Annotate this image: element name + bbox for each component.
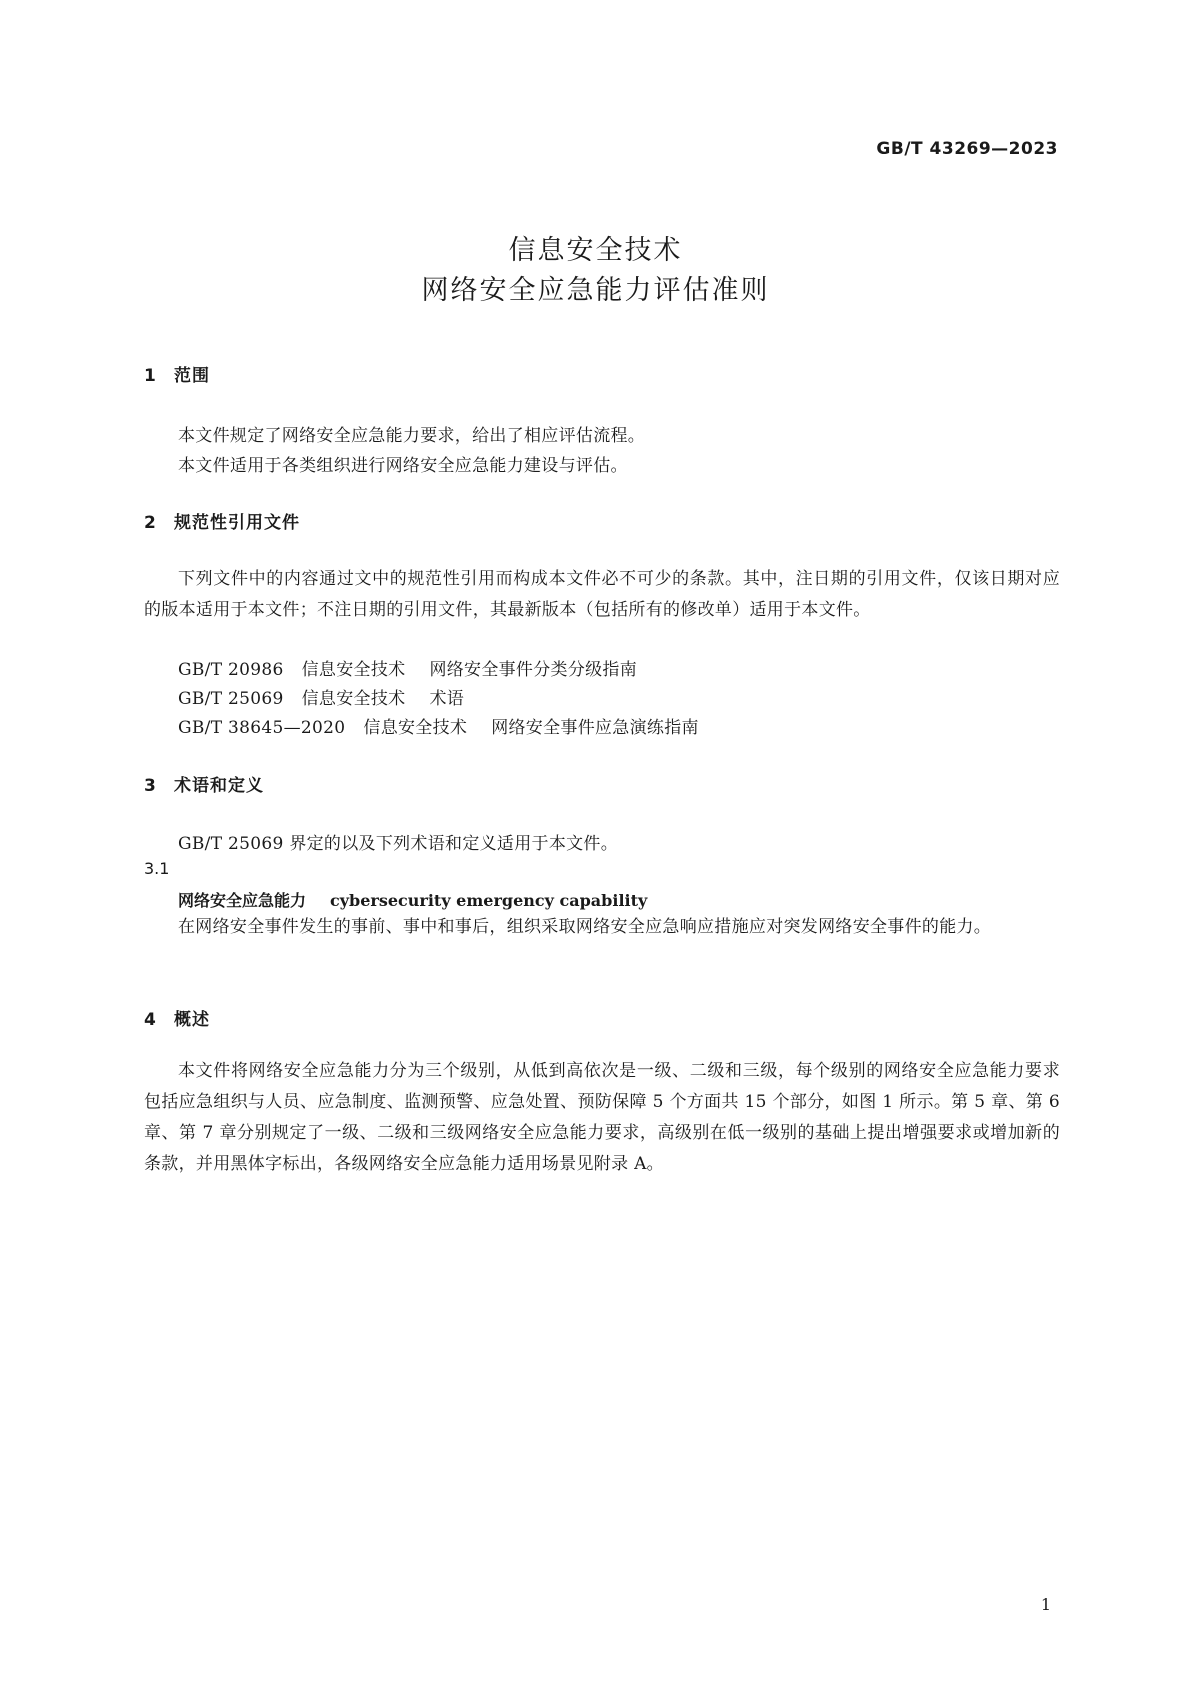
term-number: 3.1 bbox=[144, 859, 170, 878]
reference-2-title1: 信息安全技术 bbox=[301, 689, 406, 709]
term-en: cybersecurity emergency capability bbox=[330, 891, 648, 910]
page-number: 1 bbox=[1040, 1595, 1051, 1614]
section-3-intro: GB/T 25069 界定的以及下列术语和定义适用于本文件。 bbox=[178, 834, 619, 854]
reference-3-title1: 信息安全技术 bbox=[363, 718, 468, 738]
section-4-heading bbox=[144, 1005, 210, 1030]
reference-3-code: GB/T 38645—2020 bbox=[178, 718, 346, 738]
section-3-title: 术语和定义 bbox=[174, 776, 264, 796]
section-2-number: 2 bbox=[144, 513, 157, 533]
section-1-paragraph-2: 本文件适用于各类组织进行网络安全应急能力建设与评估。 bbox=[178, 456, 628, 476]
standard-number: GB/T 43269—2023 bbox=[876, 139, 1058, 159]
section-1-title: 范围 bbox=[174, 366, 210, 386]
reference-1-code: GB/T 20986 bbox=[178, 660, 284, 680]
document-title-line2: 网络安全应急能力评估准则 bbox=[421, 275, 770, 306]
section-1-number: 1 bbox=[144, 366, 157, 386]
term-heading bbox=[178, 888, 647, 911]
document-title-line1: 信息安全技术 bbox=[508, 235, 683, 266]
reference-3-title2: 网络安全事件应急演练指南 bbox=[491, 718, 699, 738]
section-2-intro: 下列文件中的内容通过文中的规范性引用而构成本文件必不可少的条款。其中，注日期的引用文件，仅该日期对应的版本适用于本文件；不注日期的引用文件，其最新版本（包括所有的修改单）适用于本文件。 bbox=[144, 569, 1060, 620]
reference-1-title1: 信息安全技术 bbox=[301, 660, 406, 680]
section-3-number: 3 bbox=[144, 776, 157, 796]
term-zh: 网络安全应急能力 bbox=[178, 891, 307, 910]
reference-2-code: GB/T 25069 bbox=[178, 689, 284, 709]
section-1-paragraph-1: 本文件规定了网络安全应急能力要求，给出了相应评估流程。 bbox=[178, 426, 646, 446]
section-4-paragraph: 本文件将网络安全应急能力分为三个级别，从低到高依次是一级、二级和三级，每个级别的网络安全应急能力要求包括应急组织与人员、应急制度、监测预警、应急处置、预防保障 5 个方面共 15 个部分，如图 1 所示。第 5 章、第 6 章、第 7 章分别规定了一级、二级和三级网络安全应急能力要求，高级别在低一级别的基础上提出增强要求或增加新的条款，并用黑体字标出，各级网络安全应急能力适用场景见附录 A。 bbox=[144, 1061, 1060, 1174]
section-2-title: 规范性引用文件 bbox=[174, 513, 300, 533]
reference-1 bbox=[178, 655, 637, 680]
reference-1-title2: 网络安全事件分类分级指南 bbox=[429, 660, 638, 680]
reference-2-title2: 术语 bbox=[429, 689, 465, 709]
section-4-title: 概述 bbox=[174, 1010, 210, 1030]
reference-2 bbox=[178, 684, 464, 709]
section-3-heading bbox=[144, 771, 264, 796]
section-1-heading bbox=[144, 361, 210, 386]
section-2-heading bbox=[144, 508, 300, 533]
term-definition: 在网络安全事件发生的事前、事中和事后，组织采取网络安全应急响应措施应对突发网络安全事件的能力。 bbox=[178, 917, 992, 937]
reference-3 bbox=[178, 713, 699, 738]
section-4-number: 4 bbox=[144, 1010, 157, 1030]
